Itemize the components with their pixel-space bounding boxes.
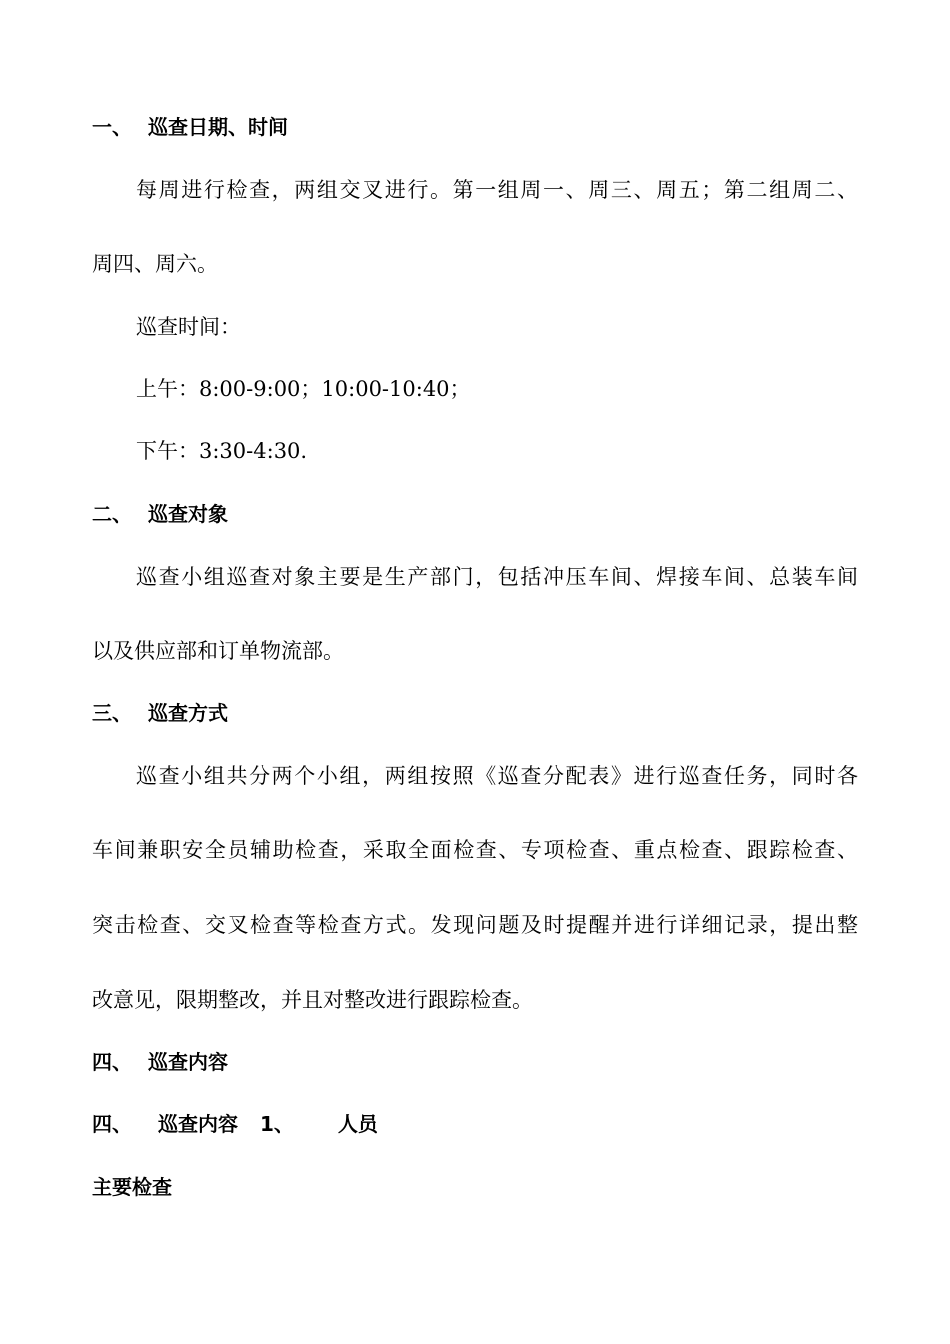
paragraph-line: 车间兼职安全员辅助检查，采取全面检查、专项检查、重点检查、跟踪检查、: [92, 838, 858, 862]
paragraph-line: 巡查小组共分两个小组，两组按照《巡查分配表》进行巡查任务，同时各: [136, 764, 858, 788]
subsection-number: 1、: [260, 1112, 294, 1136]
section-title: 巡查日期、时间: [148, 115, 288, 139]
section-title: 巡查方式: [148, 701, 228, 725]
section-heading-4: [92, 1048, 228, 1076]
section-number: 二、: [92, 502, 132, 526]
final-heading: 主要检查: [92, 1175, 172, 1199]
paragraph-line: 每周进行检查，两组交叉进行。第一组周一、周三、周五；第二组周二、: [136, 178, 858, 202]
section-title: 巡查对象: [148, 502, 228, 526]
section-number: 四、: [92, 1050, 132, 1074]
paragraph-line: 改意见，限期整改，并且对整改进行跟踪检查。: [92, 988, 533, 1012]
section-number: 三、: [92, 701, 132, 725]
subsection-heading: [92, 1110, 378, 1138]
section-number: 四、: [92, 1112, 132, 1136]
section-heading-3: [92, 699, 228, 727]
section-heading-1: [92, 113, 288, 141]
paragraph-line: 巡查时间：: [136, 315, 241, 339]
paragraph-line: 巡查小组巡查对象主要是生产部门，包括冲压车间、焊接车间、总装车间: [136, 565, 858, 589]
subsection-title: 人员: [337, 1112, 378, 1136]
section-number: 一、: [92, 115, 132, 139]
section-heading-2: [92, 500, 228, 528]
section-title: 巡查内容: [148, 1050, 228, 1074]
section-title: 巡查内容: [158, 1112, 238, 1136]
paragraph-line: 上午：8:00-9:00；10:00-10:40；: [136, 377, 471, 401]
paragraph-line: 以及供应部和订单物流部。: [92, 639, 344, 663]
paragraph-line: 周四、周六。: [92, 252, 218, 276]
paragraph-line: 下午：3:30-4:30.: [136, 439, 308, 463]
paragraph-line: 突击检查、交叉检查等检查方式。发现问题及时提醒并进行详细记录，提出整: [92, 913, 858, 937]
